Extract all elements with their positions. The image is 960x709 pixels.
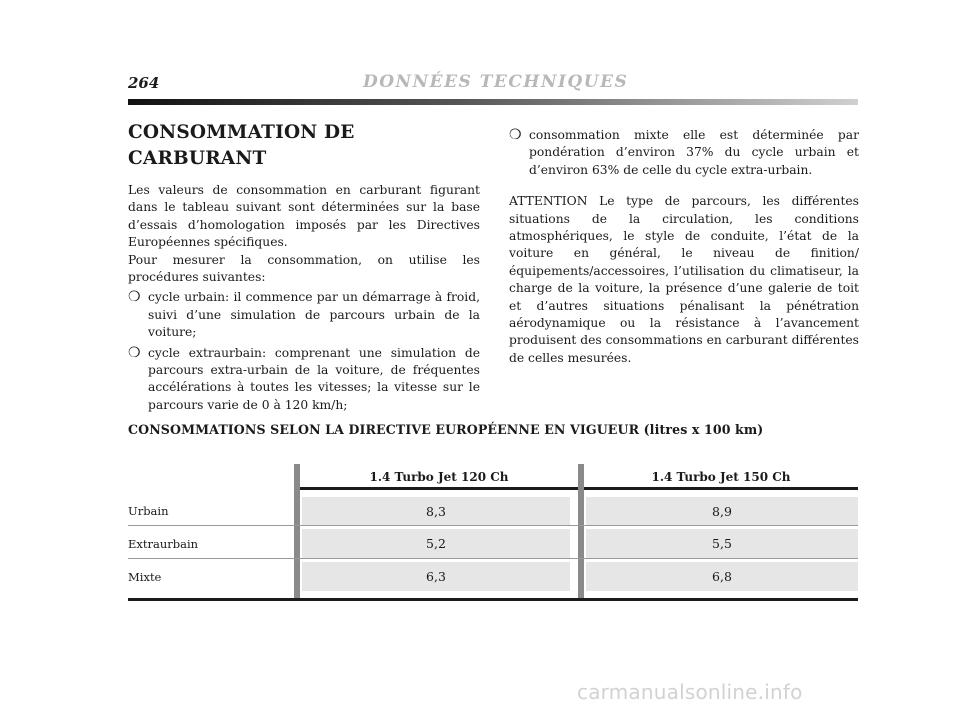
procedure-list-continued [509, 127, 859, 179]
left-column [128, 120, 480, 414]
row-label: Mixte [128, 570, 162, 584]
table-cell: 8,9 [586, 497, 858, 526]
table-cell: 6,8 [586, 562, 858, 591]
row-divider [128, 525, 858, 526]
column-divider [294, 464, 300, 600]
attention-paragraph: ATTENTION Le type de parcours, les différentes situations de la circulation, les conditions atmosphériques, le style de conduite, l’état de la voiture en général, le niveau de finition/équipements/accessoires, l’utilisation du climatiseur, la charge de la voiture, la présence d’une galerie de toit et d’autres situations pénalisant la pénétration aérodynamique ou la résistance à l’avancement produisent des consommations en carburant différentes de celles mesurées. [509, 194, 859, 365]
list-item [128, 289, 480, 341]
procedure-list [128, 289, 480, 414]
column-header: 1.4 Turbo Jet 150 Ch [651, 470, 791, 484]
section-title: CONSOMMATION DE CARBURANT [128, 122, 355, 169]
procedures-intro: Pour mesurer la consommation, on utilise les procédures suivantes: [128, 252, 480, 285]
page-number: 264 [128, 74, 160, 92]
header-rule [128, 99, 858, 105]
running-head: DONNÉES TECHNIQUES [363, 72, 629, 92]
column-divider [578, 464, 584, 600]
watermark: carmanualsonline.info [577, 680, 803, 704]
bullet-icon: ❍ [128, 344, 141, 361]
header-rule-right [584, 487, 858, 490]
right-column [509, 127, 859, 367]
list-item-text: cycle extraurbain: comprenant une simulation de parcours extra-urbain de la voiture, de fréquentes accélérations à toutes les vitesses; la vitesse sur le parcours varie de 0 à 120 km/h; [148, 345, 480, 412]
row-divider [128, 558, 858, 559]
bullet-icon: ❍ [128, 289, 141, 306]
list-item-text: consommation mixte elle est déterminée par pondération d’environ 37% du cycle urbain et d’environ 63% de celle du cycle extra-urbain. [529, 128, 859, 177]
bullet-icon: ❍ [509, 127, 522, 143]
header-rule-left [300, 487, 578, 490]
consumption-table [128, 464, 858, 604]
list-item-text: cycle urbain: il commence par un démarrage à froid, suivi d’une simulation de parcours urbain de la voiture; [148, 290, 480, 340]
table-title: CONSOMMATIONS SELON LA DIRECTIVE EUROPÉENNE EN VIGUEUR (litres x 100 km) [128, 422, 764, 437]
list-item [128, 345, 480, 415]
table-cell: 5,2 [302, 529, 570, 558]
table-cell: 6,3 [302, 562, 570, 591]
table-cell: 8,3 [302, 497, 570, 526]
row-label: Urbain [128, 504, 169, 518]
table-bottom-rule [128, 598, 858, 601]
row-label: Extraurbain [128, 537, 199, 551]
list-item [509, 127, 859, 179]
column-header: 1.4 Turbo Jet 120 Ch [369, 470, 509, 484]
intro-paragraph: Les valeurs de consommation en carburant figurant dans le tableau suivant sont déterminées sur la base d’essais d’homologation imposés par les Directives Européennes spécifiques. [128, 183, 480, 250]
table-cell: 5,5 [586, 529, 858, 558]
